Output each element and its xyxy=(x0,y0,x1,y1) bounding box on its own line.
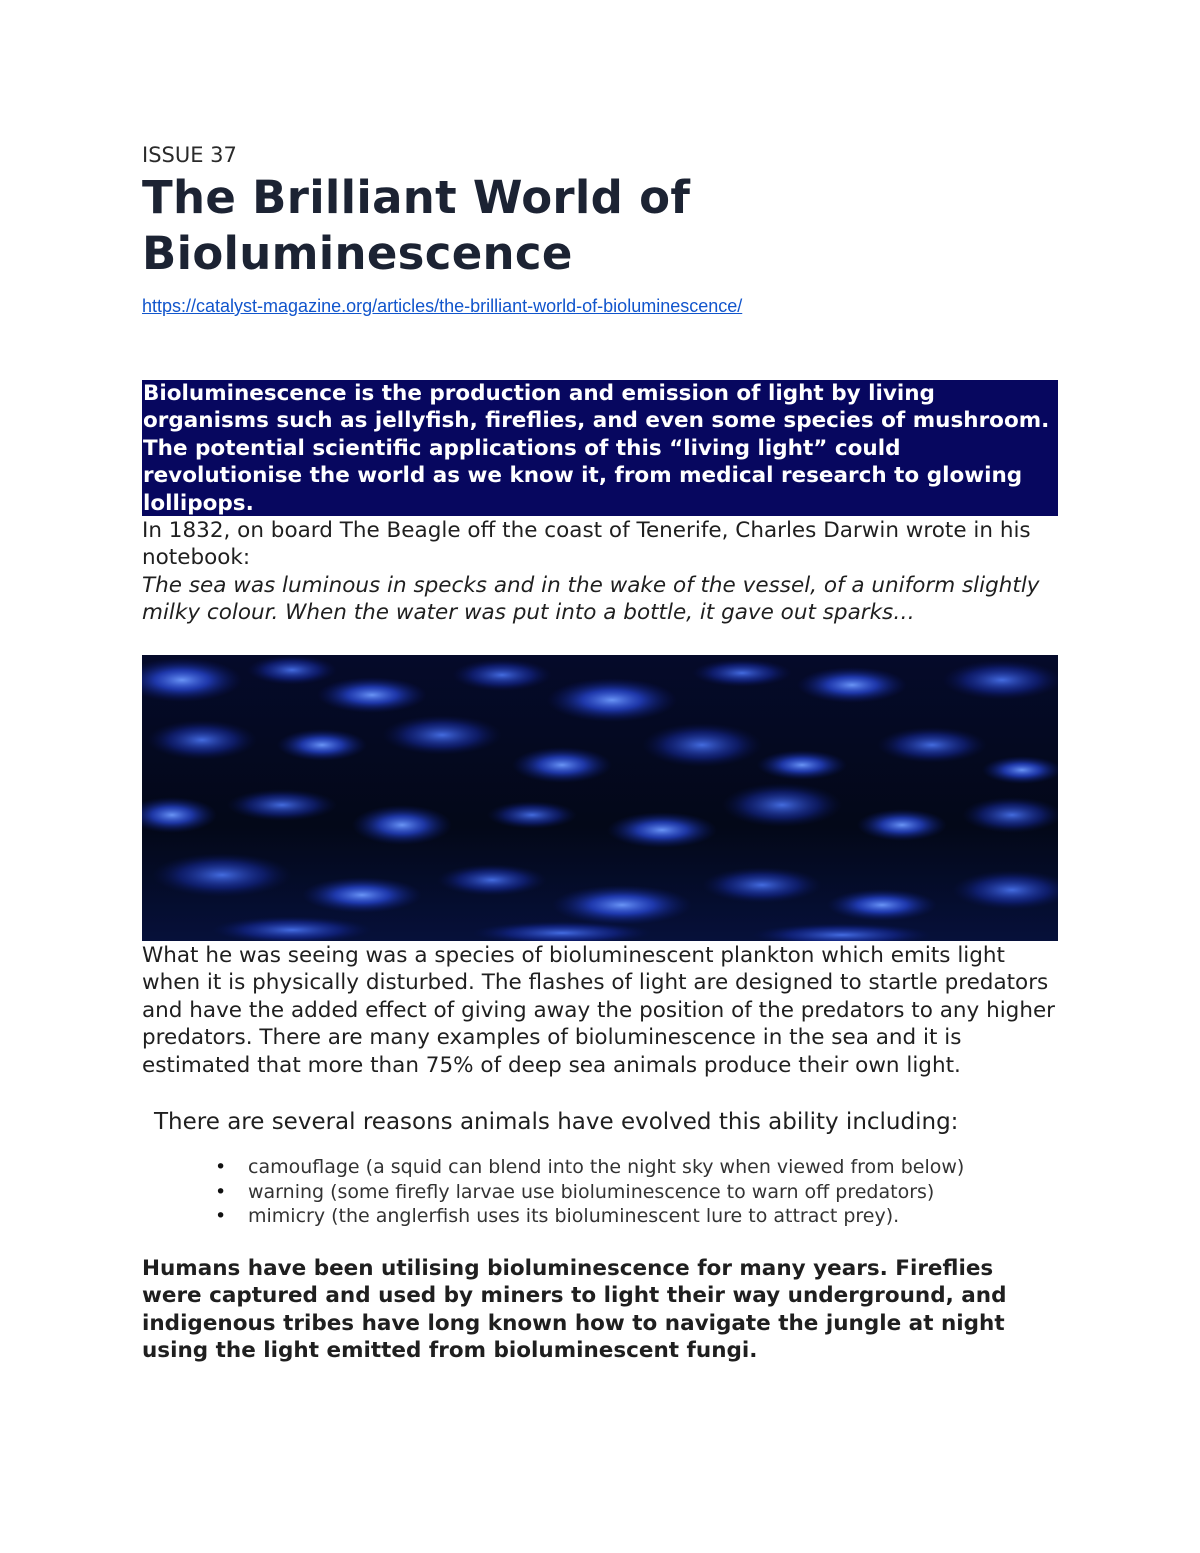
humans-paragraph: Humans have been utilising bioluminescence for many years. Fireflies were captured and used by miners to light their way underground, and indigenous tribes have long known how to navigate the jungle at night using the light emitted from bioluminescent fungi. xyxy=(142,1256,1007,1364)
article-title xyxy=(142,170,690,282)
reason-mimicry: mimicry (the anglerfish uses its bioluminescent lure to attract prey). xyxy=(248,1205,900,1227)
reason-camouflage: camouflage (a squid can blend into the night sky when viewed from below) xyxy=(248,1156,965,1178)
bullet-icon: • xyxy=(215,1205,227,1227)
title-line-1: The Brilliant World of xyxy=(142,171,691,224)
reasons-heading: There are several reasons animals have evolved this ability including: xyxy=(154,1109,959,1135)
reasons-list xyxy=(142,1155,1042,1229)
bullet-icon: • xyxy=(215,1180,227,1203)
intro-text: Bioluminescence is the production and emission of light by living organisms such as jellyfish, fireflies, and even some species of mushroom. The potential scientific applications of this “living light” could revolutionise the world as we know it, from medical research to glowing lollipops. xyxy=(143,381,1050,516)
issue-label: ISSUE 37 xyxy=(142,143,237,167)
reason-warning: warning (some firefly larvae use bioluminescence to warn off predators) xyxy=(248,1180,935,1203)
title-line-2: Bioluminescence xyxy=(142,227,573,280)
list-item xyxy=(142,1180,1042,1205)
list-item xyxy=(142,1155,1042,1180)
bioluminescent-sea-photo xyxy=(142,655,1058,941)
article-url-link[interactable]: https://catalyst-magazine.org/articles/the-brilliant-world-of-bioluminescence/ xyxy=(142,296,743,316)
darwin-paragraph: In 1832, on board The Beagle off the coast of Tenerife, Charles Darwin wrote in his notebook: xyxy=(142,518,1031,571)
intro-highlight-box xyxy=(142,380,1058,516)
darwin-quote: The sea was luminous in specks and in the wake of the vessel, of a uniform slightly milky colour. When the water was put into a bottle, it gave out sparks… xyxy=(142,573,1040,626)
bullet-icon: • xyxy=(215,1156,227,1178)
list-item xyxy=(142,1204,1042,1229)
plankton-paragraph: What he was seeing was a species of bioluminescent plankton which emits light when it is physically disturbed. The flashes of light are designed to startle predators and have the added effect of giving away the position of the predators to any higher predators. There are many examples of bioluminescence in the sea and it is estimated that more than 75% of deep sea animals produce their own light. xyxy=(142,943,1056,1078)
